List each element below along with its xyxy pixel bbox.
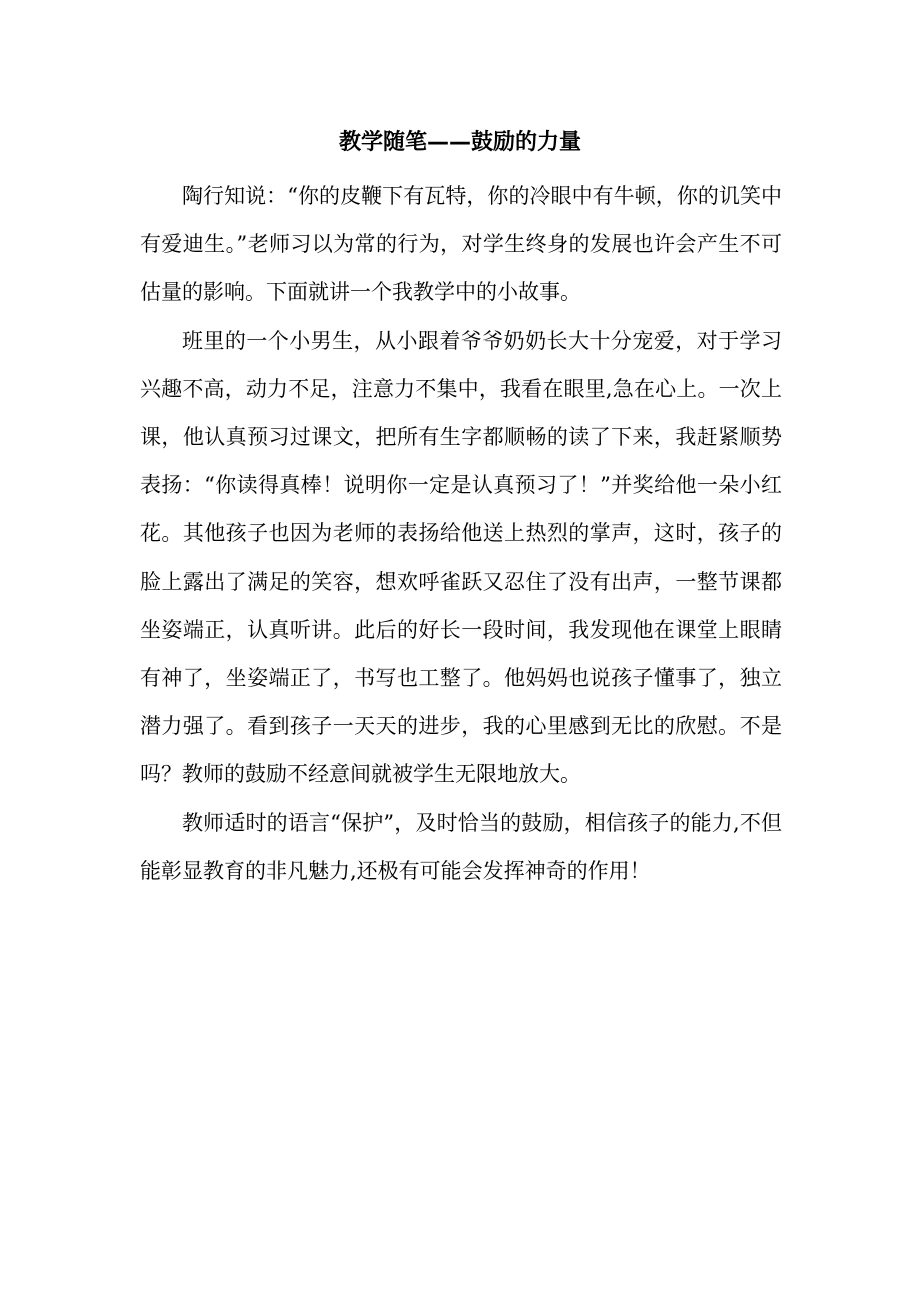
- paragraph-story: 班里的一个小男生，从小跟着爷爷奶奶长大十分宠爱，对于学习兴趣不高，动力不足，注意力不集中，我看在眼里,急在心上。一次上课，他认真预习过课文，把所有生字都顺畅的读了下来，我赶紧顺势表扬：“你读得真棒！说明你一定是认真预习了！”并奖给他一朵小红花。其他孩子也因为老师的表扬给他送上热烈的掌声，这时，孩子的脸上露出了满足的笑容，想欢呼雀跃又忍住了没有出声，一整节课都坐姿端正，认真听讲。此后的好长一段时间，我发现他在课堂上眼睛有神了，坐姿端正了，书写也工整了。他妈妈也说孩子懂事了，独立潜力强了。看到孩子一天天的进步，我的心里感到无比的欣慰。不是吗？教师的鼓励不经意间就被学生无限地放大。: [140, 328, 782, 787]
- paragraph-intro: 陶行知说：“你的皮鞭下有瓦特，你的冷眼中有牛顿，你的讥笑中有爱迪生。”老师习以为常的行为，对学生终身的发展也许会产生不可估量的影响。下面就讲一个我教学中的小故事。: [140, 184, 782, 305]
- paragraph-conclusion: 教师适时的语言“保护”，及时恰当的鼓励，相信孩子的能力,不但能彰显教育的非凡魅力,还极有可能会发挥神奇的作用！: [140, 810, 782, 883]
- document-body: [140, 172, 782, 895]
- document-title: 教学随笔——鼓励的力量: [338, 130, 581, 155]
